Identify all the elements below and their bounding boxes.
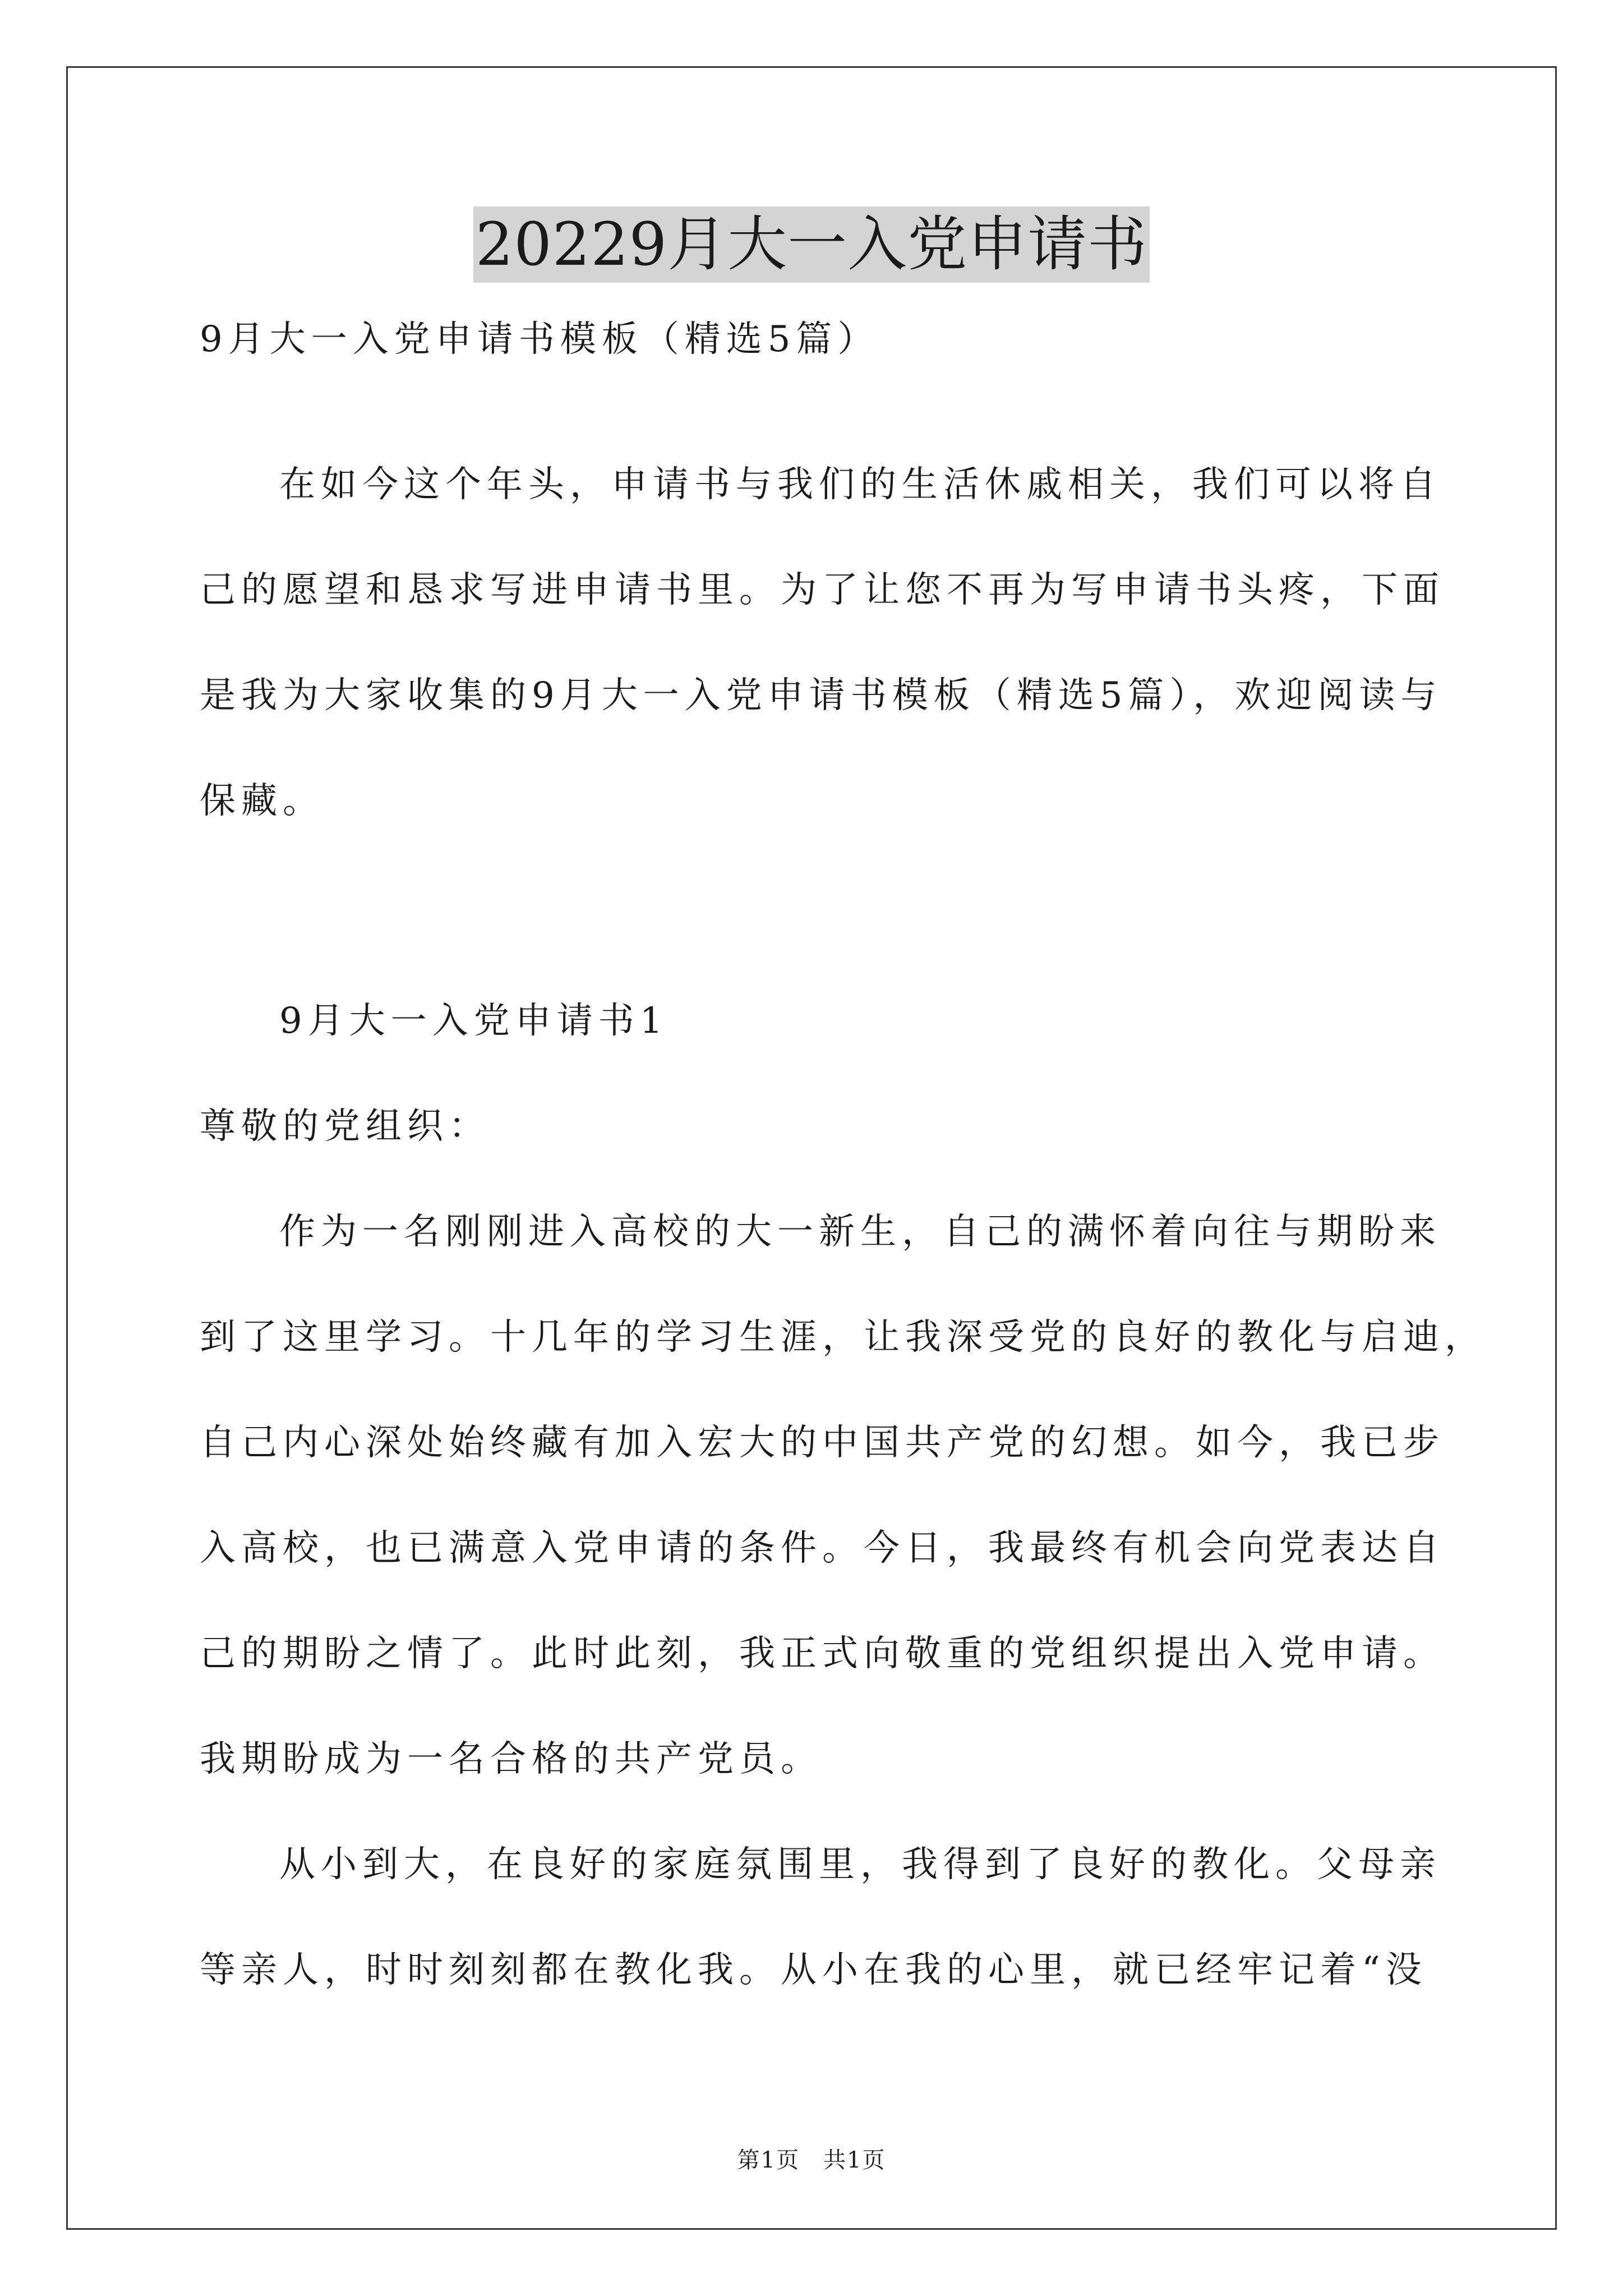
- paragraph-line: 己的期盼之情了。此时此刻，我正式向敬重的党组织提出入党申请。: [200, 1633, 1445, 1674]
- document-subtitle: 9月大一入党申请书模板（精选5篇）: [200, 319, 879, 360]
- paragraph-line: 入高校，也已满意入党申请的条件。今日，我最终有机会向党表达自: [200, 1527, 1445, 1569]
- paragraph-line: 到了这里学习。十几年的学习生涯，让我深受党的良好的教化与启迪，: [200, 1317, 1486, 1358]
- intro-line: 己的愿望和恳求写进申请书里。为了让您不再为写申请书头疼，下面: [200, 569, 1445, 611]
- salutation: 尊敬的党组织：: [200, 1106, 490, 1147]
- document-title: 20229月大一入党申请书: [473, 206, 1150, 283]
- paragraph-line: 我期盼成为一名合格的共产党员。: [200, 1738, 822, 1780]
- intro-line: 保藏。: [200, 780, 324, 822]
- paragraph-line: 自己内心深处始终藏有加入宏大的中国共产党的幻想。如今，我已步: [200, 1422, 1445, 1464]
- paragraph-line: 作为一名刚刚进入高校的大一新生，自己的满怀着向往与期盼来: [279, 1211, 1441, 1253]
- page-footer: 第1页 共1页: [737, 2147, 886, 2173]
- title-container: [0, 206, 1623, 283]
- paragraph-line: 等亲人，时时刻刻都在教化我。从小在我的心里，就已经牢记着“没: [200, 1949, 1427, 1991]
- section-heading: 9月大一入党申请书1: [279, 1000, 668, 1042]
- intro-line: 在如今这个年头，申请书与我们的生活休戚相关，我们可以将自: [279, 464, 1441, 505]
- intro-line: 是我为大家收集的9月大一入党申请书模板（精选5篇），欢迎阅读与: [200, 675, 1442, 716]
- paragraph-line: 从小到大，在良好的家庭氛围里，我得到了良好的教化。父母亲: [279, 1844, 1441, 1885]
